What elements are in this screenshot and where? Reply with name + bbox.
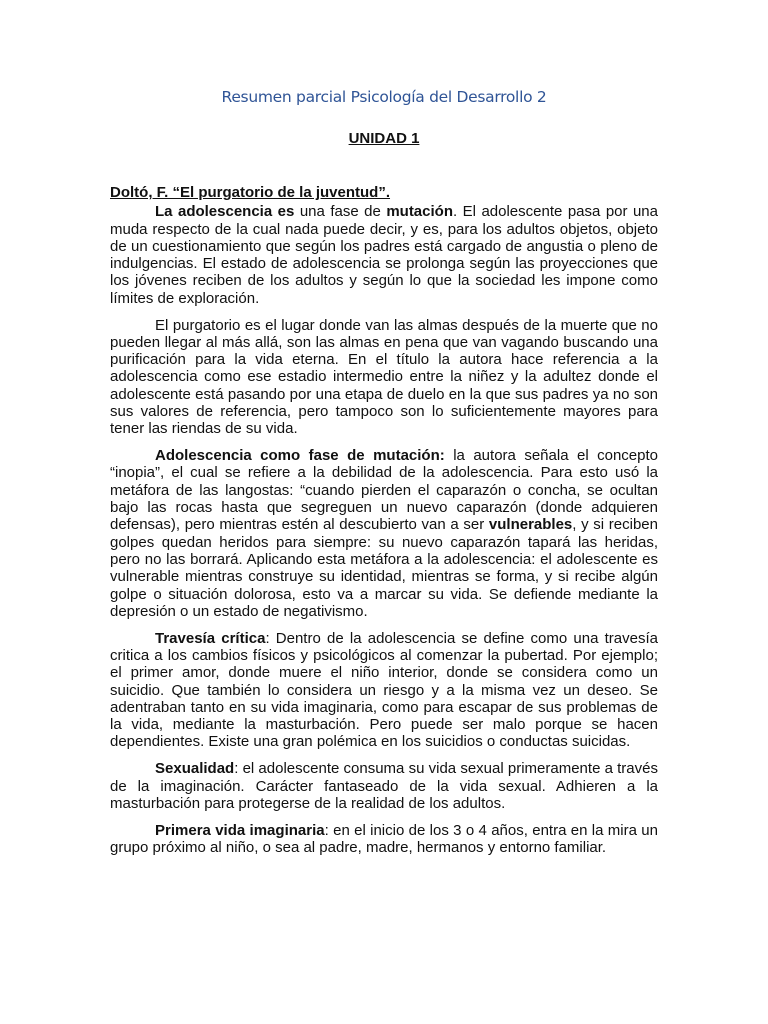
paragraph-purgatorio <box>110 317 658 438</box>
paragraph-mutacion <box>110 447 658 620</box>
paragraph-text: . El adolescente pasa por una muda respecto de la cual nada puede decir, y es, para los adultos objetos, objeto de un cuestionamiento que según los padres está cargado de angustia o pleno de indulgencias. El estado de adolescencia se prolonga según las proyecciones que los jóvenes reciben de los adultos y según lo que la sociedad les impone como límites de exploración. <box>110 203 658 307</box>
paragraph-text: : el adolescente consuma su vida sexual primeramente a través de la imaginación. Carácter fantaseado de la vida sexual. Adhieren a la masturbación para protegerse de la realidad de los adultos. <box>110 760 658 812</box>
paragraph-travesia <box>110 630 658 751</box>
bold-term: Adolescencia como fase de mutación: <box>155 447 445 465</box>
bold-term: mutación <box>386 203 453 221</box>
bold-term: Travesía crítica <box>155 629 266 647</box>
paragraph-text: : Dentro de la adolescencia se define como una travesía critica a los cambios físicos y psicológicos al comenzar la pubertad. Por ejemplo; el primer amor, donde muere el niño interior, donde se considera como un suicidio. Que también lo considera un riesgo y a la misma vez un deseo. Se adentraban tanto en su vida imaginaria, como para escapar de sus problemas de la vida, mediante la masturbación. Pero puede ser malo porque se hacen dependientes. Existe una gran polémica en los suicidios o conductas suicidas. <box>110 629 658 751</box>
bold-term: La adolescencia es <box>155 203 295 221</box>
bold-term: Sexualidad <box>155 760 235 778</box>
paragraph-text: : en el inicio de los 3 o 4 años, entra en la mira un grupo próximo al niño, o sea al padre, madre, hermanos y entorno familiar. <box>110 821 658 856</box>
paragraph-text: , y si reciben golpes quedan heridos para siempre: su nuevo caparazón tapará las heridas, pero no las borrará. Aplicando esta metáfora a la adolescencia: el adolescente es vulnerable mientras construye su identidad, mientras se forma, y si recibe algún golpe o situación dolorosa, esto va a marcar su vida. Se defiende mediante la depresión o un estado de negativismo. <box>110 516 658 620</box>
paragraph-sexualidad <box>110 760 658 812</box>
paragraph-text: una fase de <box>294 203 387 221</box>
paragraph-vida-imaginaria <box>110 822 658 857</box>
paragraph-adolescencia <box>110 203 658 307</box>
bold-term: vulnerables <box>488 516 573 534</box>
document-body <box>110 184 658 866</box>
section-title: Doltó, F. “El purgatorio de la juventud”. <box>110 184 391 201</box>
page-header: Resumen parcial Psicología del Desarrollo 2 <box>221 88 547 106</box>
bold-term: Primera vida imaginaria <box>155 821 325 839</box>
paragraph-text: El purgatorio es el lugar donde van las almas después de la muerte que no pueden llegar al más allá, son las almas en pena que van vagando buscando una purificación para la vida eterna. En el título la autora hace referencia a la adolescencia como ese estadio intermedio entre la niñez y la adultez donde el adolescente está pasando por una etapa de duelo en la que sus padres ya no son sus valores de referencia, pero tampoco son lo suficientemente mayores para tener las riendas de su vida. <box>110 316 658 438</box>
paragraph-text: la autora señala el concepto “inopia”, el cual se refiere a la debilidad de la adolescencia. Para esto usó la metáfora de las langostas: “cuando pierden el caparazón o concha, se ocultan bajo las rocas hasta que segreguen un nuevo caparazón (donde adquieren defensas), pero mientras estén al descubierto van a ser <box>110 447 658 534</box>
unit-title: UNIDAD 1 <box>348 130 420 147</box>
